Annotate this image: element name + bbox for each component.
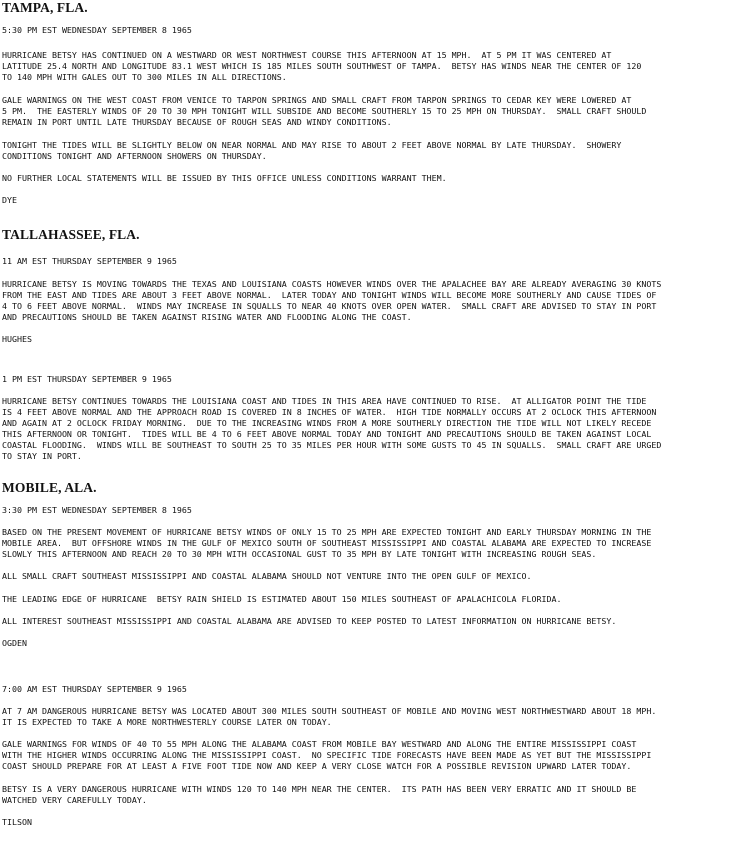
section-heading-tallahassee: TALLAHASSEE, FLA. [2,227,140,242]
paragraph-line: FROM THE EAST AND TIDES ARE ABOUT 3 FEET ABOVE NORMAL. LATER TODAY AND TONIGHT WINDS WILL BECOME MORE SOUTHERLY AND CAUSE TIDES OF [2,290,657,300]
paragraph-line: HURRICANE BETSY CONTINUES TOWARDS THE LOUISIANA COAST AND TIDES IN THIS AREA HAVE CONTINUED TO RISE. AT ALLIGATOR POINT THE TIDE [2,396,647,406]
paragraph-line: 5 PM. THE EASTERLY WINDS OF 20 TO 30 MPH TONIGHT WILL SUBSIDE AND BECOME SOUTHERLY 15 TO 25 MPH ON THURSDAY. SMALL CRAFT SHOULD [2,106,647,116]
paragraph-line: CONDITIONS TONIGHT AND AFTERNOON SHOWERS ON THURSDAY. [2,151,267,161]
paragraph-line: WATCHED VERY CAREFULLY TODAY. [2,795,147,805]
paragraph-line: 4 TO 6 FEET ABOVE NORMAL. WINDS MAY INCREASE IN SQUALLS TO NEAR 40 KNOTS OVER OPEN WATER. SMALL CRAFT ARE ADVISED TO STAY IN PORT [2,301,657,311]
paragraph-line: AT 7 AM DANGEROUS HURRICANE BETSY WAS LOCATED ABOUT 300 MILES SOUTH SOUTHEAST OF MOBILE AND MOVING WEST NORTHWESTWARD ABOUT 18 MPH. [2,706,657,716]
paragraph-line: GALE WARNINGS ON THE WEST COAST FROM VENICE TO TARPON SPRINGS AND SMALL CRAFT FROM TARPON SPRINGS TO CEDAR KEY WERE LOWERED AT [2,95,632,105]
paragraph-line: SLOWLY THIS AFTERNOON AND REACH 20 TO 30 MPH WITH OCCASIONAL GUST TO 35 MPH BY LATE TONIGHT WITH INCREASING ROUGH SEAS. [2,549,597,559]
paragraph-line: HURRICANE BETSY HAS CONTINUED ON A WESTWARD OR WEST NORTHWEST COURSE THIS AFTERNOON AT 15 MPH. AT 5 PM IT WAS CENTERED AT [2,50,612,60]
bulletin-time: 1 PM EST THURSDAY SEPTEMBER 9 1965 [2,374,172,384]
signature: DYE [2,195,17,205]
paragraph-line: HURRICANE BETSY IS MOVING TOWARDS THE TEXAS AND LOUISIANA COASTS HOWEVER WINDS OVER THE APALACHEE BAY ARE ALREADY AVERAGING 30 KNOTS [2,279,662,289]
paragraph-line: LATITUDE 25.4 NORTH AND LONGITUDE 83.1 WEST WHICH IS 185 MILES SOUTH SOUTHWEST OF TAMPA. BETSY HAS WINDS NEAR THE CENTER OF 120 [2,61,642,71]
signature: HUGHES [2,334,32,344]
paragraph-line: MOBILE AREA. BUT OFFSHORE WINDS IN THE GULF OF MEXICO SOUTH OF SOUTHEAST MISSISSIPPI AND COASTAL ALABAMA ARE EXPECTED TO INCREASE [2,538,652,548]
paragraph-line: AND PRECAUTIONS SHOULD BE TAKEN AGAINST RISING WATER AND FLOODING ALONG THE COAST. [2,312,412,322]
paragraph-line: IT IS EXPECTED TO TAKE A MORE NORTHWESTERLY COURSE LATER ON TODAY. [2,717,332,727]
paragraph-line: THIS AFTERNOON OR TONIGHT. TIDES WILL BE 4 TO 6 FEET ABOVE NORMAL TODAY AND TONIGHT AND PRECAUTIONS SHOULD BE TAKEN AGAINST LOCAL [2,429,652,439]
paragraph-line: REMAIN IN PORT UNTIL LATE THURSDAY BECAUSE OF ROUGH SEAS AND WINDY CONDITIONS. [2,117,392,127]
section-heading-tampa: TAMPA, FLA. [2,0,88,15]
paragraph-line: TONIGHT THE TIDES WILL BE SLIGHTLY BELOW ON NEAR NORMAL AND MAY RISE TO ABOUT 2 FEET ABOVE NORMAL BY LATE THURSDAY. SHOWERY [2,140,622,150]
bulletin-time: 3:30 PM EST WEDNESDAY SEPTEMBER 8 1965 [2,505,192,515]
paragraph-line: NO FURTHER LOCAL STATEMENTS WILL BE ISSUED BY THIS OFFICE UNLESS CONDITIONS WARRANT THEM. [2,173,447,183]
section-heading-mobile: MOBILE, ALA. [2,480,97,495]
paragraph-line: BETSY IS A VERY DANGEROUS HURRICANE WITH WINDS 120 TO 140 MPH NEAR THE CENTER. ITS PATH HAS BEEN VERY ERRATIC AND IT SHOULD BE [2,784,637,794]
paragraph-line: IS 4 FEET ABOVE NORMAL AND THE APPROACH ROAD IS COVERED IN 8 INCHES OF WATER. HIGH TIDE NORMALLY OCCURS AT 2 OCLOCK THIS AFTERNOON [2,407,657,417]
paragraph-line: GALE WARNINGS FOR WINDS OF 40 TO 55 MPH ALONG THE ALABAMA COAST FROM MOBILE BAY WESTWARD AND ALONG THE ENTIRE MISSISSIPPI COAST [2,739,637,749]
paragraph-line: THE LEADING EDGE OF HURRICANE BETSY RAIN SHIELD IS ESTIMATED ABOUT 150 MILES SOUTHEAST OF APALACHICOLA FLORIDA. [2,594,562,604]
paragraph-line: ALL SMALL CRAFT SOUTHEAST MISSISSIPPI AND COASTAL ALABAMA SHOULD NOT VENTURE INTO THE OPEN GULF OF MEXICO. [2,571,532,581]
paragraph-line: TO 140 MPH WITH GALES OUT TO 300 MILES IN ALL DIRECTIONS. [2,72,287,82]
paragraph-line: BASED ON THE PRESENT MOVEMENT OF HURRICANE BETSY WINDS OF ONLY 15 TO 25 MPH ARE EXPECTED TONIGHT AND EARLY THURSDAY MORNING IN THE [2,527,652,537]
paragraph-line: ALL INTEREST SOUTHEAST MISSISSIPPI AND COASTAL ALABAMA ARE ADVISED TO KEEP POSTED TO LATEST INFORMATION ON HURRICANE BETSY. [2,616,617,626]
bulletin-time: 11 AM EST THURSDAY SEPTEMBER 9 1965 [2,256,177,266]
signature: TILSON [2,817,32,827]
bulletin-time: 7:00 AM EST THURSDAY SEPTEMBER 9 1965 [2,684,187,694]
paragraph-line: COAST SHOULD PREPARE FOR AT LEAST A FIVE FOOT TIDE NOW AND KEEP A VERY CLOSE WATCH FOR A POSSIBLE REVISION UPWARD LATER TODAY. [2,761,632,771]
paragraph-line: COASTAL FLOODING. WINDS WILL BE SOUTHEAST TO SOUTH 25 TO 35 MILES PER HOUR WITH SOME GUSTS TO 45 IN SQUALLS. SMALL CRAFT ARE URGED [2,440,662,450]
bulletin-time: 5:30 PM EST WEDNESDAY SEPTEMBER 8 1965 [2,25,192,35]
paragraph-line: AND AGAIN AT 2 OCLOCK FRIDAY MORNING. DUE TO THE INCREASING WINDS FROM A MORE SOUTHERLY DIRECTION THE TIDE WILL NOT LIKELY RECEDE [2,418,652,428]
paragraph-line: WITH THE HIGHER WINDS OCCURRING ALONG THE MISSISSIPPI COAST. NO SPECIFIC TIDE FORECASTS HAVE BEEN MADE AS YET BUT THE MISSISSIPPI [2,750,652,760]
signature: OGDEN [2,638,27,648]
paragraph-line: TO STAY IN PORT. [2,451,82,461]
